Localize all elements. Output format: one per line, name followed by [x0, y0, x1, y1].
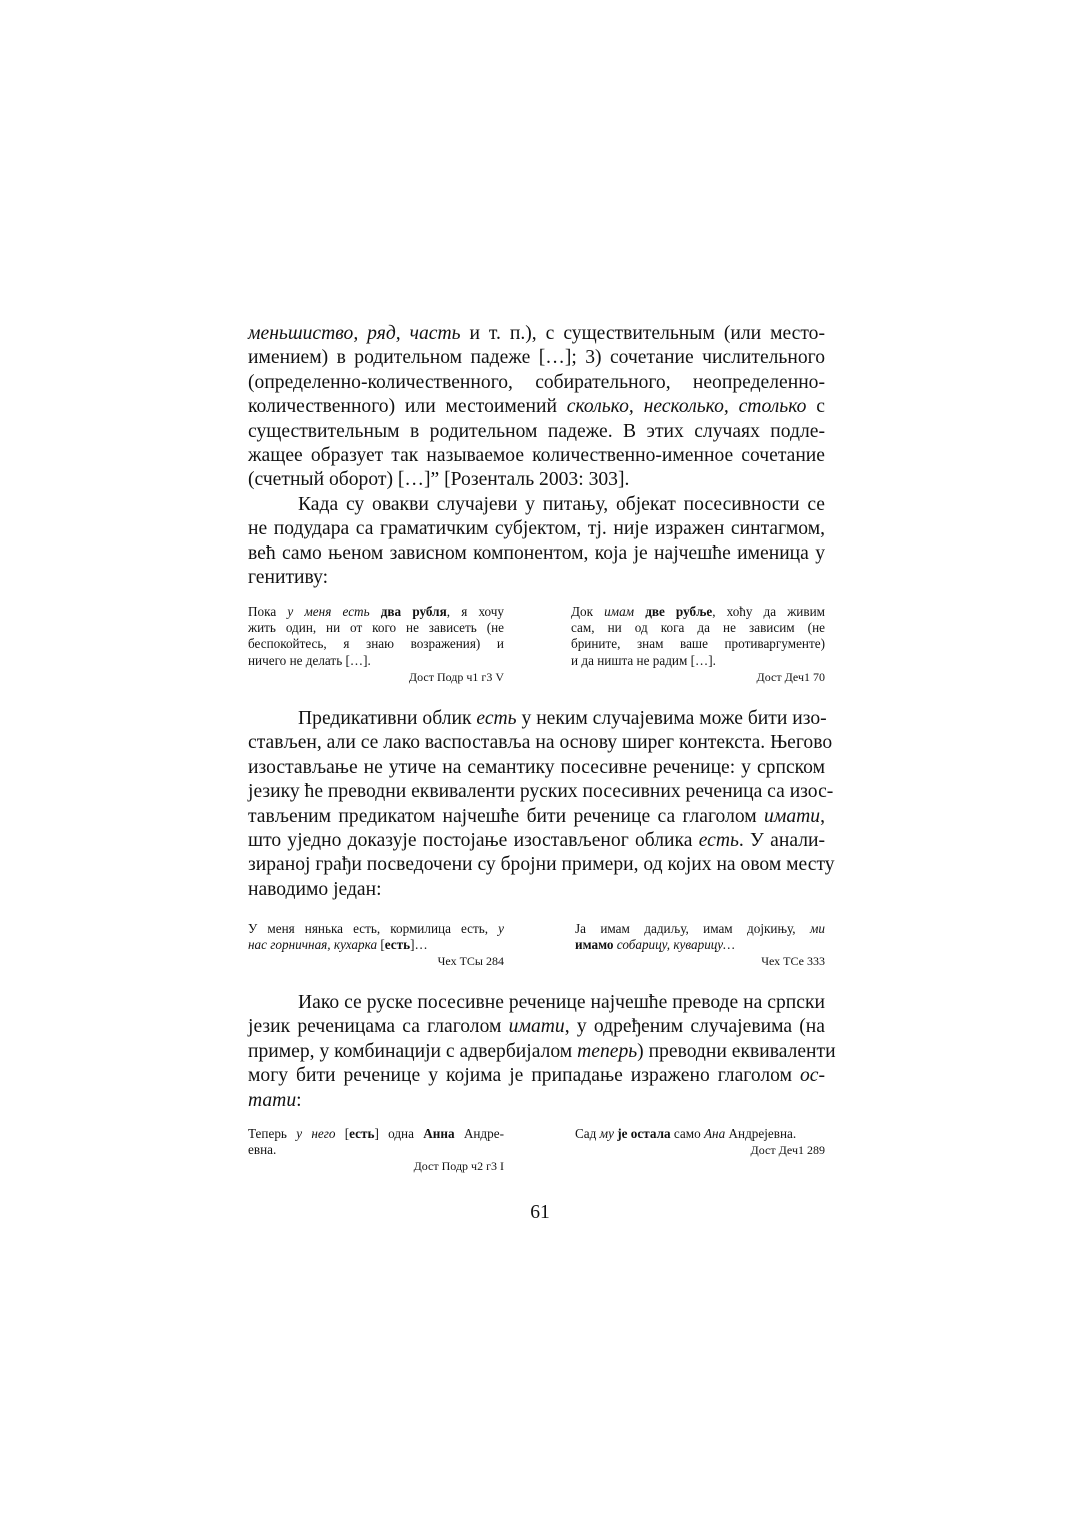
text-line: Теперь у него [есть] одна Анна Андре- — [248, 1126, 504, 1141]
text-line: Ја имам дадиљу, имам дојкињу, ми — [575, 921, 825, 936]
text-line: тати: — [248, 1089, 302, 1111]
text-line: существительным в родительном падеже. В этих случаях подле- — [248, 420, 825, 442]
text-line: генитиву: — [248, 567, 329, 589]
example-3-serbian-source: Дост Деч1 289 — [750, 1143, 825, 1158]
example-2-russian-text — [248, 921, 504, 953]
example-3-russian-text — [248, 1126, 504, 1158]
example-3-russian — [248, 1126, 504, 1174]
text-line: У меня нянька есть, кормилица есть, у — [248, 921, 504, 936]
paragraph-1 — [248, 322, 825, 493]
example-2-serbian-text — [575, 921, 825, 953]
text-line: (определенно-количественного, собирательного, неопределенно- — [248, 371, 825, 393]
example-1-russian-source: Дост Подр ч1 г3 V — [408, 669, 504, 684]
text-line: и да ништа не радим […]. — [571, 652, 716, 668]
paragraph-4 — [248, 991, 836, 1113]
text-line: нас горничная, кухарка [есть]… — [248, 937, 428, 953]
text-line: наводимо један: — [248, 878, 382, 900]
text-line: Када су овакви случајеви у питању, објекат посесивности се — [298, 494, 825, 515]
text-line: не подудара са граматичким субјектом, тј. није изражен синтагмом, — [248, 518, 825, 540]
example-1 — [248, 604, 825, 685]
text-line: имением) в родительном падеже […]; 3) сочетание числительного — [248, 347, 825, 369]
text-line: већ само њеном зависном компонентом, која је најчешће именица у — [248, 542, 825, 564]
paragraph-2 — [248, 493, 825, 591]
text-line: Предикативни облик есть у неким случајевима може бити изо- — [298, 708, 827, 729]
text-line: меньшиство, ряд, часть и т. п.), с существительным (или место- — [248, 323, 825, 344]
text-line: количественного) или местоимений сколько, несколько, столько с — [248, 396, 825, 418]
text-line: жить один, ни от кого не зависеть (не — [248, 620, 504, 636]
example-3-serbian — [575, 1126, 825, 1174]
text-line: језику ће преводни еквиваленти руских посесивних реченица са изос- — [248, 781, 834, 803]
example-1-russian-text — [248, 604, 504, 669]
text-line: (счетный оборот) […]” [Розенталь 2003: 303]. — [248, 469, 630, 491]
example-3-serbian-text — [575, 1126, 825, 1142]
text-line: жащее образует так называемое количественно-именное сочетание — [248, 445, 825, 467]
example-2-serbian — [575, 921, 825, 969]
text-line: имамо собарицу, куварицу… — [575, 937, 735, 953]
text-line: Док имам две рубље, хоћу да живим — [571, 604, 825, 619]
text-line: брините, знам ваше противаргументе) — [571, 636, 825, 652]
example-1-serbian-source: Дост Деч1 70 — [756, 669, 825, 684]
text-line: ничего не делать […]. — [248, 652, 371, 668]
text-line: што уједно доказује постојање изостављеног облика есть. У анали- — [248, 830, 825, 852]
text-line: зираној грађи посведочени су бројни примери, од којих на овом месту — [248, 854, 835, 876]
text-line: стављен, али се лако васпоставља на основу ширег контекста. Његово — [248, 732, 833, 754]
text-line: могу бити реченице у којима је припадање изражено глаголом ос- — [248, 1065, 825, 1087]
text-line: пример, у комбинацији с адвербијалом теперь) преводни еквиваленти — [248, 1040, 836, 1062]
text-line: Иако се руске посесивне реченице најчешће преводе на српски — [298, 992, 825, 1013]
example-2-russian-source: Чех ТСы 284 — [437, 954, 504, 969]
example-2-serbian-source: Чех ТСе 333 — [761, 954, 825, 969]
page-number: 61 — [530, 1202, 550, 1223]
paragraph-3 — [248, 707, 835, 902]
text-line: евна. — [248, 1142, 277, 1158]
text-line: сам, ни од кога да не зависим (не — [571, 620, 825, 636]
example-3 — [248, 1126, 825, 1174]
text-line: језик реченицама са глаголом имати, у одређеним случајевима (на — [248, 1016, 825, 1038]
example-3-russian-source: Дост Подр ч2 г3 I — [413, 1159, 504, 1174]
example-1-serbian-text — [571, 604, 825, 669]
example-2-russian — [248, 921, 504, 969]
text-line: изостављање не утиче на семантику посесивне реченице: у српском — [248, 756, 825, 778]
example-1-serbian — [571, 604, 825, 685]
example-1-russian — [248, 604, 504, 685]
text-line: тављеним предикатом најчешће бити реченице са глаголом имати, — [248, 805, 825, 827]
text-line: Пока у меня есть два рубля, я хочу — [248, 604, 505, 619]
example-2 — [248, 921, 825, 969]
text-line: Сад му је остала само Ана Андрејевна. — [575, 1126, 797, 1141]
text-line: беспокойтесь, я знаю возражения) и — [248, 636, 504, 652]
